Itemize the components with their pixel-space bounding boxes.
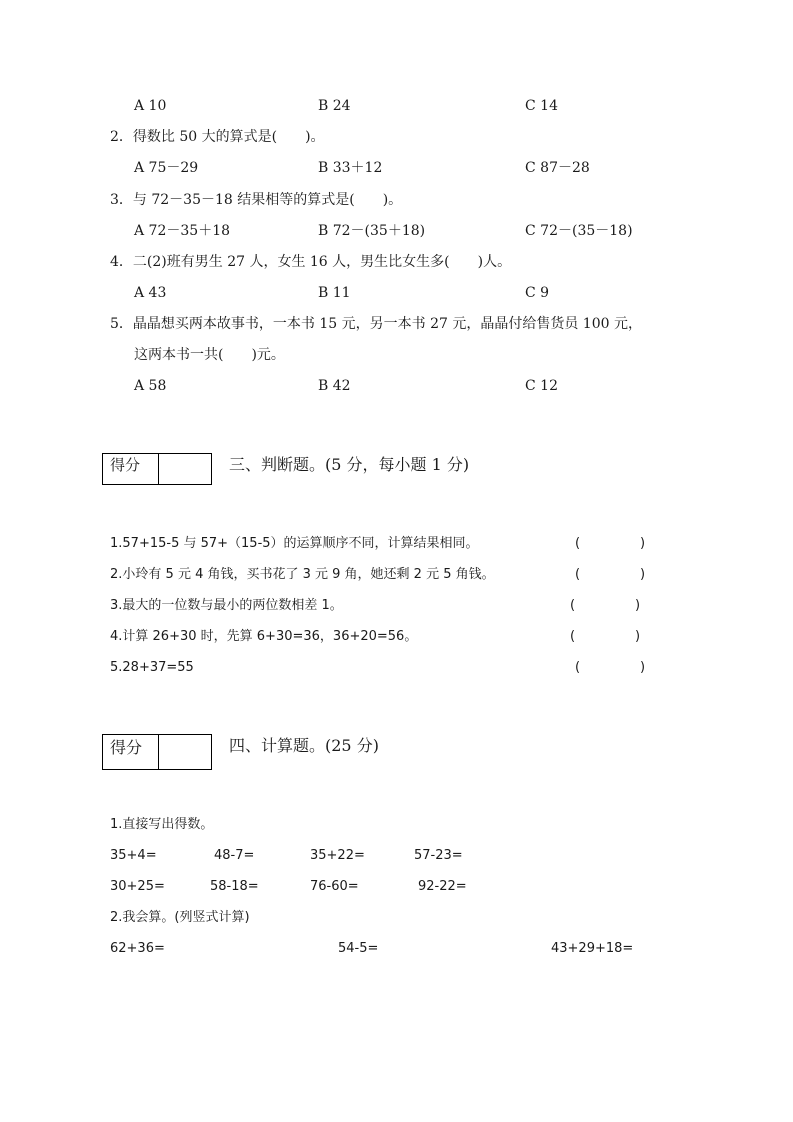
calc-problem: 58-18= (210, 879, 259, 894)
section4-title: 四、计算题。(25 分) (229, 736, 379, 755)
score-field[interactable] (159, 454, 211, 484)
q5-option-c: C 12 (525, 378, 558, 394)
q5-stem-line1: 5．晶晶想买两本故事书，一本书 15 元，另一本书 27 元，晶晶付给售货员 100 元， (110, 316, 642, 332)
vertical-calc-problem: 54-5= (338, 941, 379, 956)
q4-stem: 4．二(2)班有男生 27 人，女生 16 人，男生比女生多( )人。 (110, 254, 512, 270)
q2-option-b: B 33＋12 (318, 160, 383, 176)
calc-subtitle-2: 2.我会算。(列竖式计算) (110, 910, 250, 925)
score-label: 得分 (103, 735, 159, 769)
q2-option-c: C 87－28 (525, 160, 590, 176)
calc-subtitle-1: 1.直接写出得数。 (110, 817, 214, 832)
q1-option-b: B 24 (318, 98, 351, 114)
judge-item-5: 5.28+37=55 (110, 660, 194, 675)
answer-paren-open: ( (575, 536, 581, 551)
calc-problem: 35+4= (110, 848, 157, 863)
section4-score-box (102, 734, 212, 770)
q3-option-a: A 72－35＋18 (134, 223, 231, 239)
answer-paren-close: ) (640, 536, 646, 551)
q4-option-c: C 9 (525, 285, 550, 301)
q2-stem: 2．得数比 50 大的算式是( )。 (110, 129, 325, 145)
q5-option-b: B 42 (318, 378, 351, 394)
q3-option-b: B 72－(35＋18) (318, 223, 426, 239)
answer-paren-close: ) (640, 567, 646, 582)
q1-option-a: A 10 (134, 98, 167, 114)
q4-option-a: A 43 (134, 285, 167, 301)
section3-score-box (102, 453, 212, 485)
calc-problem: 57-23= (414, 848, 463, 863)
answer-paren-close: ) (640, 660, 646, 675)
q3-option-c: C 72－(35－18) (525, 223, 633, 239)
q4-option-b: B 11 (318, 285, 351, 301)
score-label: 得分 (103, 454, 159, 484)
calc-problem: 48-7= (214, 848, 255, 863)
judge-item-4: 4.计算 26+30 时，先算 6+30=36，36+20=56。 (110, 629, 418, 644)
answer-paren-open: ( (570, 598, 576, 613)
calc-problem: 92-22= (418, 879, 467, 894)
answer-paren-open: ( (570, 629, 576, 644)
q1-option-c: C 14 (525, 98, 558, 114)
calc-problem: 35+22= (310, 848, 365, 863)
answer-blank[interactable] (583, 535, 638, 553)
score-field[interactable] (159, 735, 211, 769)
judge-item-2: 2.小玲有 5 元 4 角钱，买书花了 3 元 9 角，她还剩 2 元 5 角钱。 (110, 567, 495, 582)
judge-item-3: 3.最大的一位数与最小的两位数相差 1。 (110, 598, 343, 613)
q5-stem-line2: 这两本书一共( )元。 (134, 347, 285, 363)
section3-title: 三、判断题。(5 分，每小题 1 分) (229, 455, 470, 474)
calc-problem: 30+25= (110, 879, 165, 894)
calc-problem: 76-60= (310, 879, 359, 894)
answer-blank[interactable] (578, 628, 633, 646)
answer-paren-open: ( (575, 567, 581, 582)
q5-option-a: A 58 (134, 378, 167, 394)
answer-paren-open: ( (575, 660, 581, 675)
vertical-calc-problem: 43+29+18= (551, 941, 634, 956)
answer-paren-close: ) (635, 629, 641, 644)
answer-blank[interactable] (583, 566, 638, 584)
vertical-calc-problem: 62+36= (110, 941, 165, 956)
q3-stem: 3．与 72－35－18 结果相等的算式是( )。 (110, 192, 403, 208)
answer-paren-close: ) (635, 598, 641, 613)
answer-blank[interactable] (578, 597, 633, 615)
q2-option-a: A 75－29 (134, 160, 199, 176)
answer-blank[interactable] (583, 659, 638, 677)
judge-item-1: 1.57+15-5 与 57+（15-5）的运算顺序不同，计算结果相同。 (110, 536, 479, 551)
